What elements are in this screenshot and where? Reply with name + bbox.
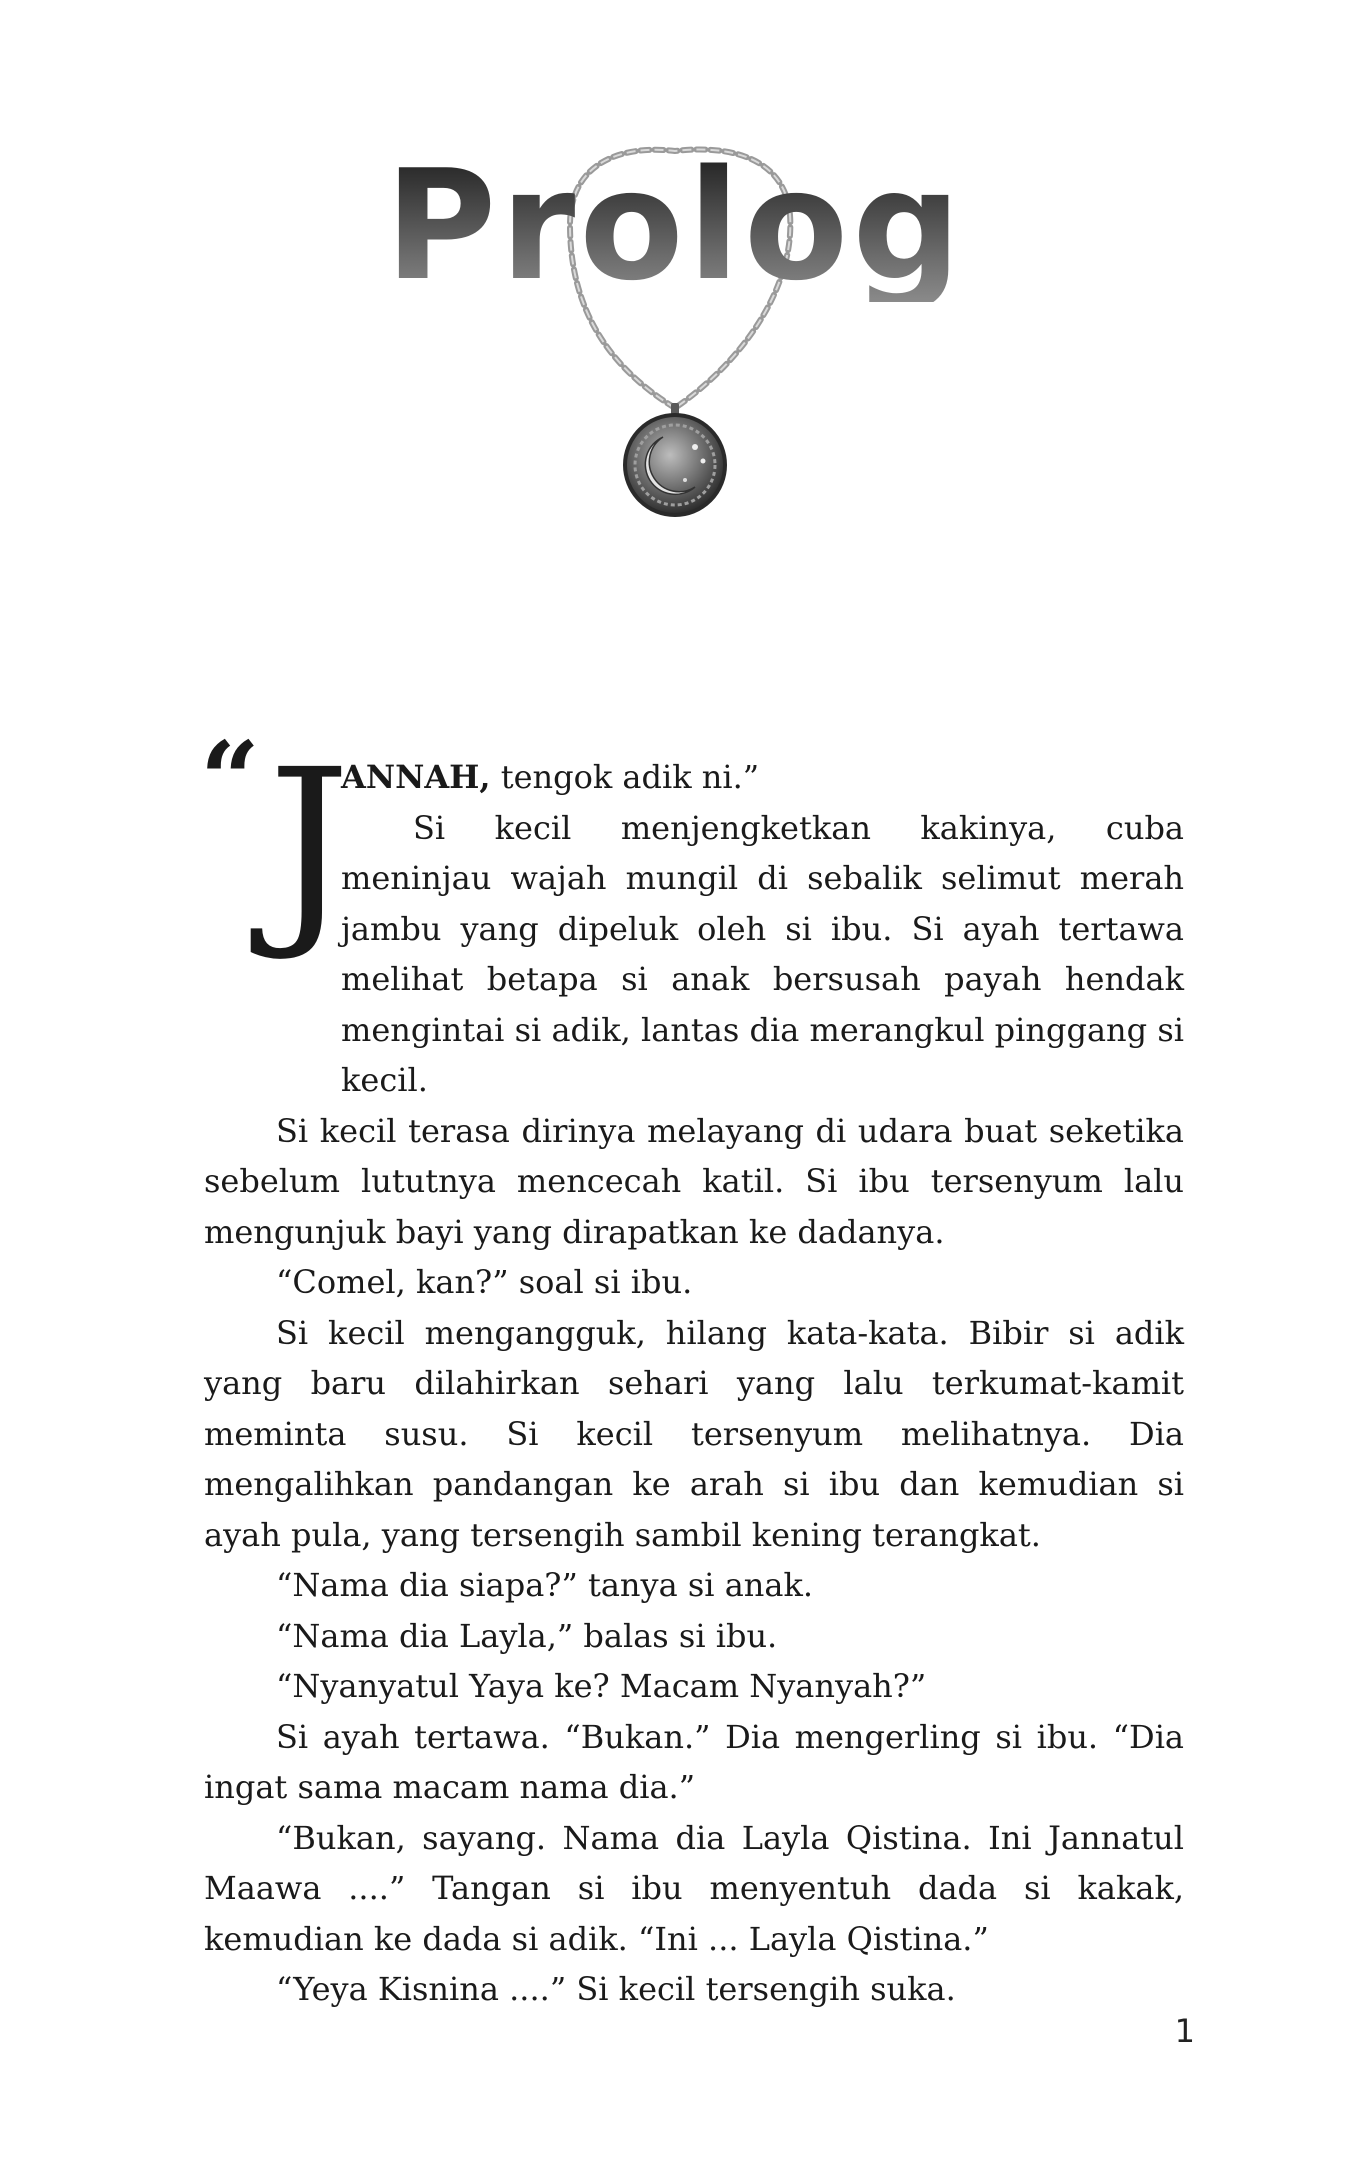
dropcap-quote: “ [200, 718, 260, 841]
paragraph: Si ayah tertawa. “Bukan.” Dia mengerling si ibu. “Dia ingat sama macam nama dia.” [204, 1717, 1184, 1806]
paragraph: “Comel, kan?” soal si ibu. [276, 1263, 693, 1301]
page-number: 1 [1174, 2012, 1195, 2050]
paragraph: Si kecil terasa dirinya melayang di udara buat seketika sebelum lututnya mencecah katil. Si ibu tersenyum lalu mengunjuk bayi yang dirapatkan ke dadanya. [204, 1111, 1184, 1251]
chapter-body [200, 718, 1184, 2015]
paragraph-text: Si kecil menjengketkan kakinya, cuba meninjau wajah mungil di sebalik selimut merah jambu yang dipeluk oleh si ibu. Si ayah tertawa melihat betapa si anak bersusah payah hendak mengintai si adik, lantas dia merangkul pinggang si kecil. [341, 808, 1184, 1099]
dropcap-letter: J [268, 725, 351, 965]
chapter-header [0, 0, 1350, 560]
paragraph: “Nama dia siapa?” tanya si anak. [276, 1566, 814, 1604]
paragraph: “Yeya Kisnina ....” Si kecil tersengih suka. [276, 1970, 956, 2008]
paragraph: “Bukan, sayang. Nama dia Layla Qistina. Ini Jannatul Maawa ....” Tangan si ibu menyentuh dada si kakak, kemudian ke dada si adik. “Ini ... Layla Qistina.” [204, 1818, 1184, 1958]
paragraph: “Nyanyatul Yaya ke? Macam Nyanyah?” [276, 1667, 927, 1705]
lead-word: ANNAH, [341, 758, 491, 796]
paragraph: “Nama dia Layla,” balas si ibu. [276, 1616, 778, 1655]
paragraph-text: tengok adik ni.” [490, 758, 760, 796]
paragraph: Si kecil mengangguk, hilang kata-kata. Bibir si adik yang baru dilahirkan sehari yang lalu terkumat-kamit meminta susu. Si kecil tersenyum melihatnya. Dia mengalihkan pandangan ke arah si ibu dan kemudian si ayah pula, yang tersengih sambil kening terangkat. [204, 1313, 1184, 1554]
paragraph [200, 718, 1184, 1106]
chapter-title: Prolog [0, 150, 1350, 302]
